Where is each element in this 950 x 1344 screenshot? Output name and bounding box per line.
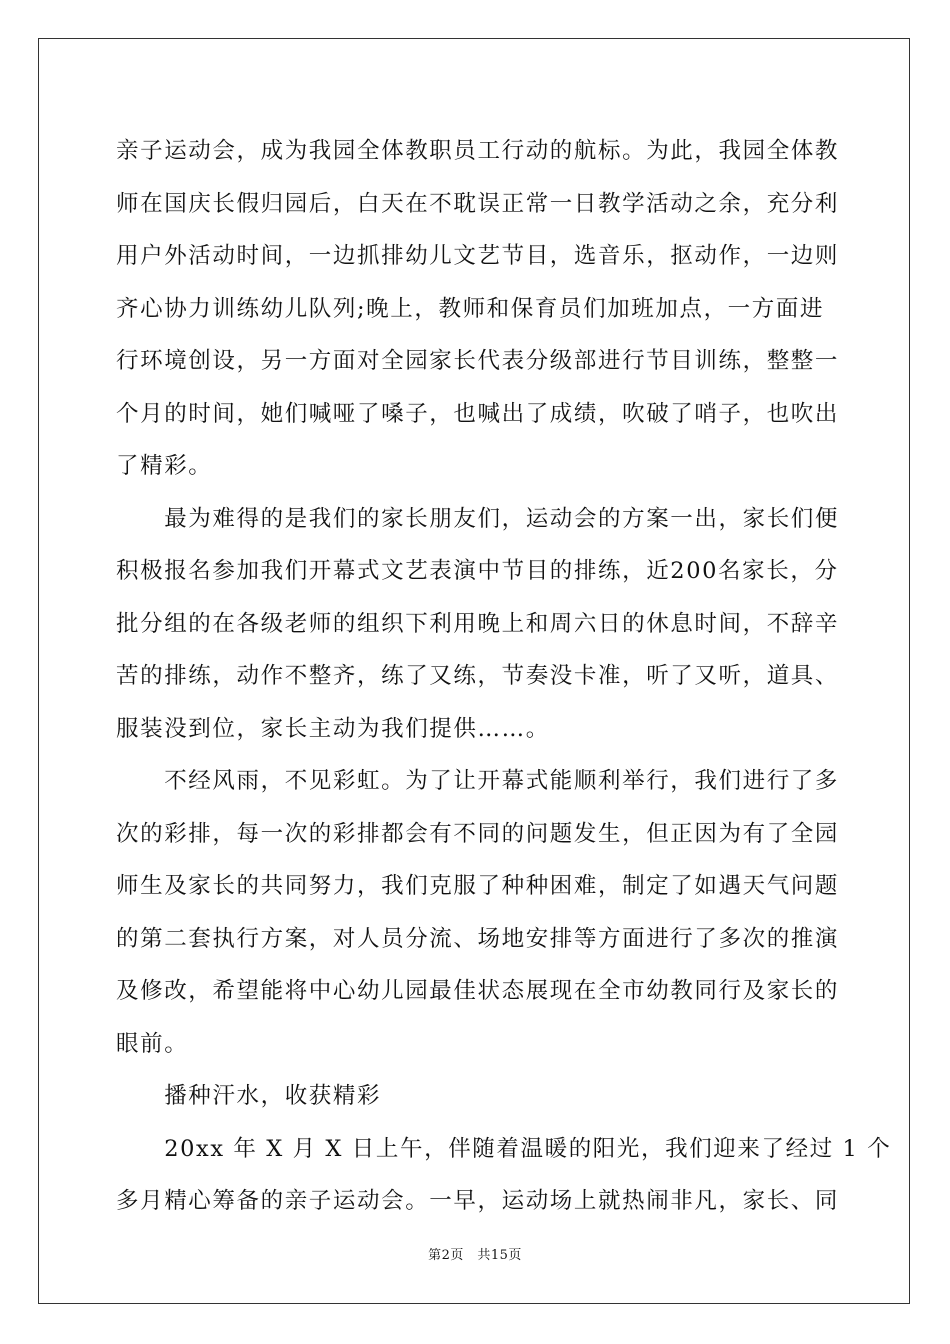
text-line: 师在国庆长假归园后，白天在不耽误正常一日教学活动之余，充分利 bbox=[116, 190, 840, 217]
document-body bbox=[116, 125, 892, 1228]
text-line: 行环境创设，另一方面对全园家长代表分级部进行节目训练，整整一 bbox=[116, 348, 840, 374]
text-line: 积极报名参加我们开幕式文艺表演中节目的排练，近200名家长，分 bbox=[116, 558, 839, 584]
text-line: 用户外活动时间，一边抓排幼儿文艺节目，选音乐，抠动作，一边则 bbox=[116, 243, 840, 269]
text-line: 多月精心筹备的亲子运动会。一早，运动场上就热闹非凡，家长、同 bbox=[116, 1188, 840, 1214]
text-line: 最为难得的是我们的家长朋友们，运动会的方案一出，家长们便 bbox=[116, 505, 840, 532]
text-line: 服装没到位，家长主动为我们提供……。 bbox=[116, 715, 550, 742]
text-line: 次的彩排，每一次的彩排都会有不同的问题发生，但正因为有了全园 bbox=[116, 820, 840, 847]
page-number-footer: 第2页 共15页 bbox=[428, 1248, 522, 1263]
text-line: 了精彩。 bbox=[116, 453, 213, 479]
text-line: 不经风雨，不见彩虹。为了让开幕式能顺利举行，我们进行了多 bbox=[116, 768, 840, 794]
text-line: 齐心协力训练幼儿队列;晚上，教师和保育员们加班加点，一方面进 bbox=[116, 295, 825, 322]
text-line: 眼前。 bbox=[116, 1030, 189, 1057]
text-line: 批分组的在各级老师的组织下利用晚上和周六日的休息时间，不辞辛 bbox=[116, 610, 840, 637]
text-line: 苦的排练，动作不整齐，练了又练，节奏没卡准，听了又听，道具、 bbox=[116, 663, 840, 689]
text-line: 20xx 年 X 月 X 日上午，伴随着温暖的阳光，我们迎来了经过 1 个 bbox=[116, 1135, 892, 1162]
text-line: 师生及家长的共同努力，我们克服了种种困难，制定了如遇天气问题 bbox=[116, 873, 840, 899]
text-line: 亲子运动会，成为我园全体教职员工行动的航标。为此，我园全体教 bbox=[116, 138, 840, 164]
text-line: 及修改，希望能将中心幼儿园最佳状态展现在全市幼教同行及家长的 bbox=[116, 978, 840, 1004]
section-heading: 播种汗水，收获精彩 bbox=[116, 1083, 382, 1109]
text-line: 个月的时间，她们喊哑了嗓子，也喊出了成绩，吹破了哨子，也吹出 bbox=[116, 400, 840, 427]
text-line: 的第二套执行方案，对人员分流、场地安排等方面进行了多次的推演 bbox=[116, 925, 840, 952]
